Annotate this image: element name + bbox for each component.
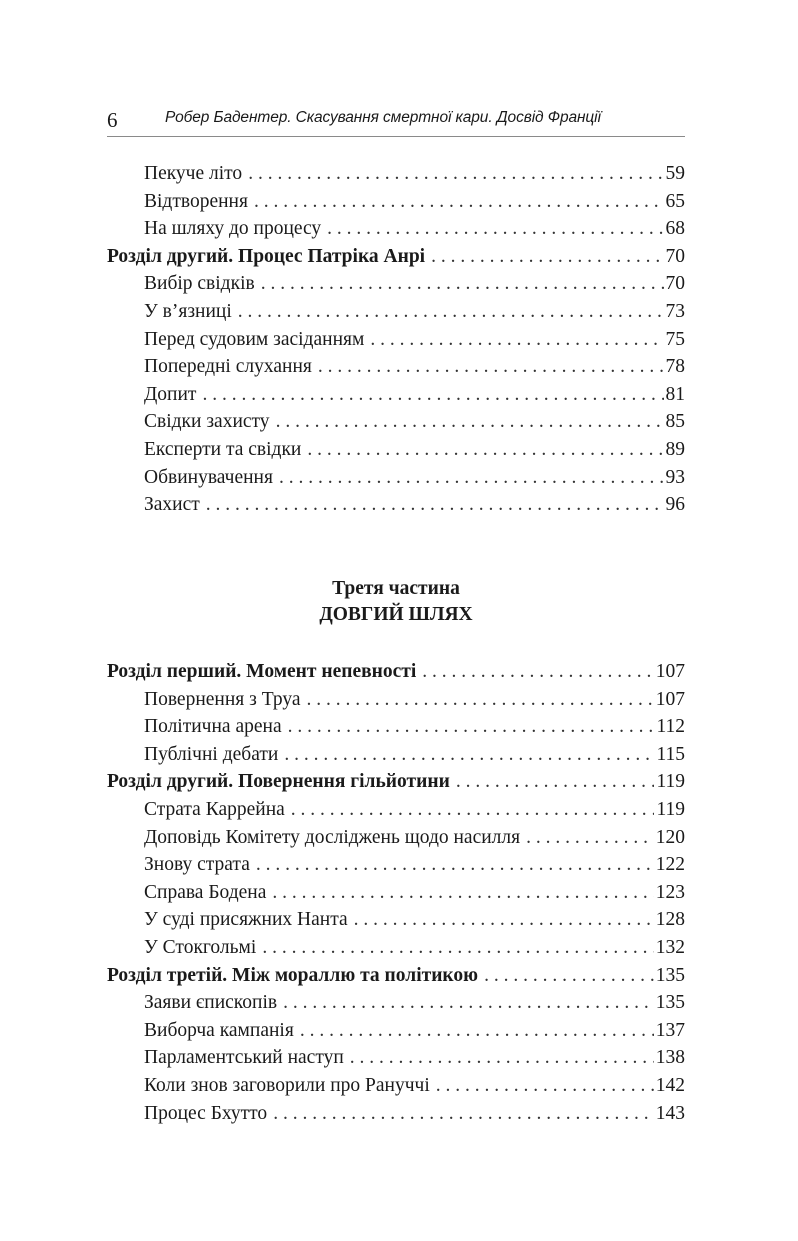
toc-entry-page: 120 [655,826,685,848]
toc-entry-label: На шляху до процесу [144,218,322,240]
dot-leader [436,1072,654,1099]
toc-entry-page: 119 [656,771,685,793]
toc-entry-page: 96 [665,494,685,516]
toc-entry [144,353,685,380]
toc-entry-page: 59 [665,163,685,184]
toc-chapter-entry [107,243,685,270]
toc-entry-page: 73 [665,301,685,322]
toc-entry-label: Справа Бодена [144,881,267,903]
dot-leader [262,934,653,961]
toc-entry-label: Вибір свідків [144,273,255,295]
toc-entry [144,879,685,906]
running-header [107,106,685,137]
dot-leader [254,188,664,215]
toc-entry-label: Експерти та свідки [144,439,302,460]
toc-entry-page: 85 [665,411,685,433]
toc-entry-page: 81 [665,383,685,405]
toc-entry-label: Страта Каррейна [144,799,285,820]
toc-entry-page: 138 [655,1047,685,1069]
toc-entry-label: Процес Бхутто [144,1102,268,1124]
dot-leader [284,741,654,768]
dot-leader [300,1017,654,1044]
toc-entry [144,270,685,297]
dot-leader [276,408,664,435]
page-number: 6 [107,108,118,132]
dot-leader [422,658,653,685]
toc-entry-label: Політична арена [144,716,282,738]
toc-entry [144,1100,685,1127]
dot-leader [248,160,663,187]
toc-entry [144,160,685,187]
toc-entry-page: 143 [655,1102,685,1124]
dot-leader [291,796,655,823]
dot-leader [256,851,654,878]
toc-entry-label: Розділ перший. Момент непевності [107,661,417,682]
toc-entry [144,408,685,435]
toc-entry-label: У в’язниці [144,301,232,322]
toc-entry [144,906,685,933]
toc-entry [144,326,685,353]
toc-entry-label: Повернення з Труа [144,688,301,710]
dot-leader [318,353,664,380]
toc-entry-page: 122 [655,854,685,876]
toc-entry-page: 65 [665,190,685,212]
dot-leader [283,989,654,1016]
toc-entry-label: Перед судовим засіданням [144,328,365,350]
toc-entry [144,1044,685,1071]
toc-entry-page: 70 [665,245,685,267]
dot-leader [272,879,653,906]
toc-entry [144,188,685,215]
toc-entry-page: 93 [665,466,685,488]
toc-entry-label: Пекуче літо [144,163,243,184]
dot-leader [261,270,664,297]
dot-leader [484,962,654,989]
toc-entry-page: 107 [655,661,685,682]
dot-leader [238,298,664,325]
toc-entry-page: 135 [655,992,685,1014]
toc-entry [144,824,685,851]
toc-entry-label: Коли знов заговорили про Рануччі [144,1075,430,1096]
toc-chapter-entry [107,658,685,685]
toc-entry [144,1072,685,1099]
toc-entry-label: Свідки захисту [144,411,270,433]
toc-entry [144,741,685,768]
toc-entry-label: Попередні слухання [144,356,312,378]
toc-entry-label: Розділ третій. Між мораллю та політикою [107,964,479,986]
toc-entry-label: Захист [144,494,200,516]
dot-leader [307,686,654,713]
toc-entry-page: 115 [656,743,685,765]
toc-chapter-entry [107,768,685,795]
dot-leader [307,436,663,463]
toc-entry-label: Публічні дебати [144,743,279,765]
dot-leader [370,326,663,353]
toc-entry-label: Розділ другий. Повернення гільйотини [107,771,450,793]
toc-entry [144,436,685,463]
toc-entry-label: Парламентський наступ [144,1047,344,1069]
dot-leader [354,906,654,933]
toc-entry [144,989,685,1016]
dot-leader [456,768,655,795]
dot-leader [350,1044,654,1071]
running-title: Робер Бадентер. Скасування смертної кари. Досвід Франції [165,109,601,126]
toc-entry-page: 70 [665,273,685,295]
toc-entry-label: У суді присяжних Нанта [144,909,348,931]
dot-leader [206,491,664,518]
toc-entry-label: Заяви єпископів [144,992,278,1014]
toc-entry [144,1017,685,1044]
toc-entry [144,686,685,713]
toc-entry-page: 128 [655,909,685,931]
toc-entry [144,851,685,878]
toc-entry [144,491,685,518]
toc-entry-label: Розділ другий. Процес Патріка Анрі [107,245,426,267]
toc-entry [144,713,685,740]
toc-entry [144,381,685,408]
toc-entry-page: 132 [655,937,685,958]
toc-entry-page: 89 [665,439,685,460]
toc-entry-page: 112 [656,716,685,738]
dot-leader [279,464,664,491]
toc-entry-label: У Стокгольмі [144,937,257,958]
toc-entry-page: 119 [656,799,685,820]
toc-entry-label: Знову страта [144,854,250,876]
toc-entry [144,934,685,961]
toc-entry-label: Допит [144,383,197,405]
toc-entry [144,215,685,242]
toc-chapter-entry [107,962,685,989]
toc-entry-page: 78 [665,356,685,378]
dot-leader [327,215,663,242]
dot-leader [273,1100,654,1127]
toc-entry-label: Обвинувачення [144,466,273,488]
part-title: ДОВГИЙ ШЛЯХ [319,604,473,625]
dot-leader [526,824,654,851]
toc-entry-page: 137 [655,1019,685,1041]
toc-entry-page: 68 [665,218,685,240]
dot-leader [202,381,663,408]
toc-entry-label: Доповідь Комітету досліджень щодо насилля [144,826,521,848]
toc-entry-label: Відтворення [144,190,248,212]
toc-entry-page: 142 [655,1075,685,1096]
part-subtitle: Третя частина [332,578,460,599]
toc-entry-label: Виборча кампанія [144,1019,294,1041]
toc-entry [144,464,685,491]
toc-entry [144,796,685,823]
dot-leader [431,243,663,270]
toc-entry [144,298,685,325]
dot-leader [288,713,655,740]
toc-entry-page: 107 [655,688,685,710]
toc-entry-page: 135 [655,964,685,986]
toc-entry-page: 123 [655,881,685,903]
toc-entry-page: 75 [665,328,685,350]
